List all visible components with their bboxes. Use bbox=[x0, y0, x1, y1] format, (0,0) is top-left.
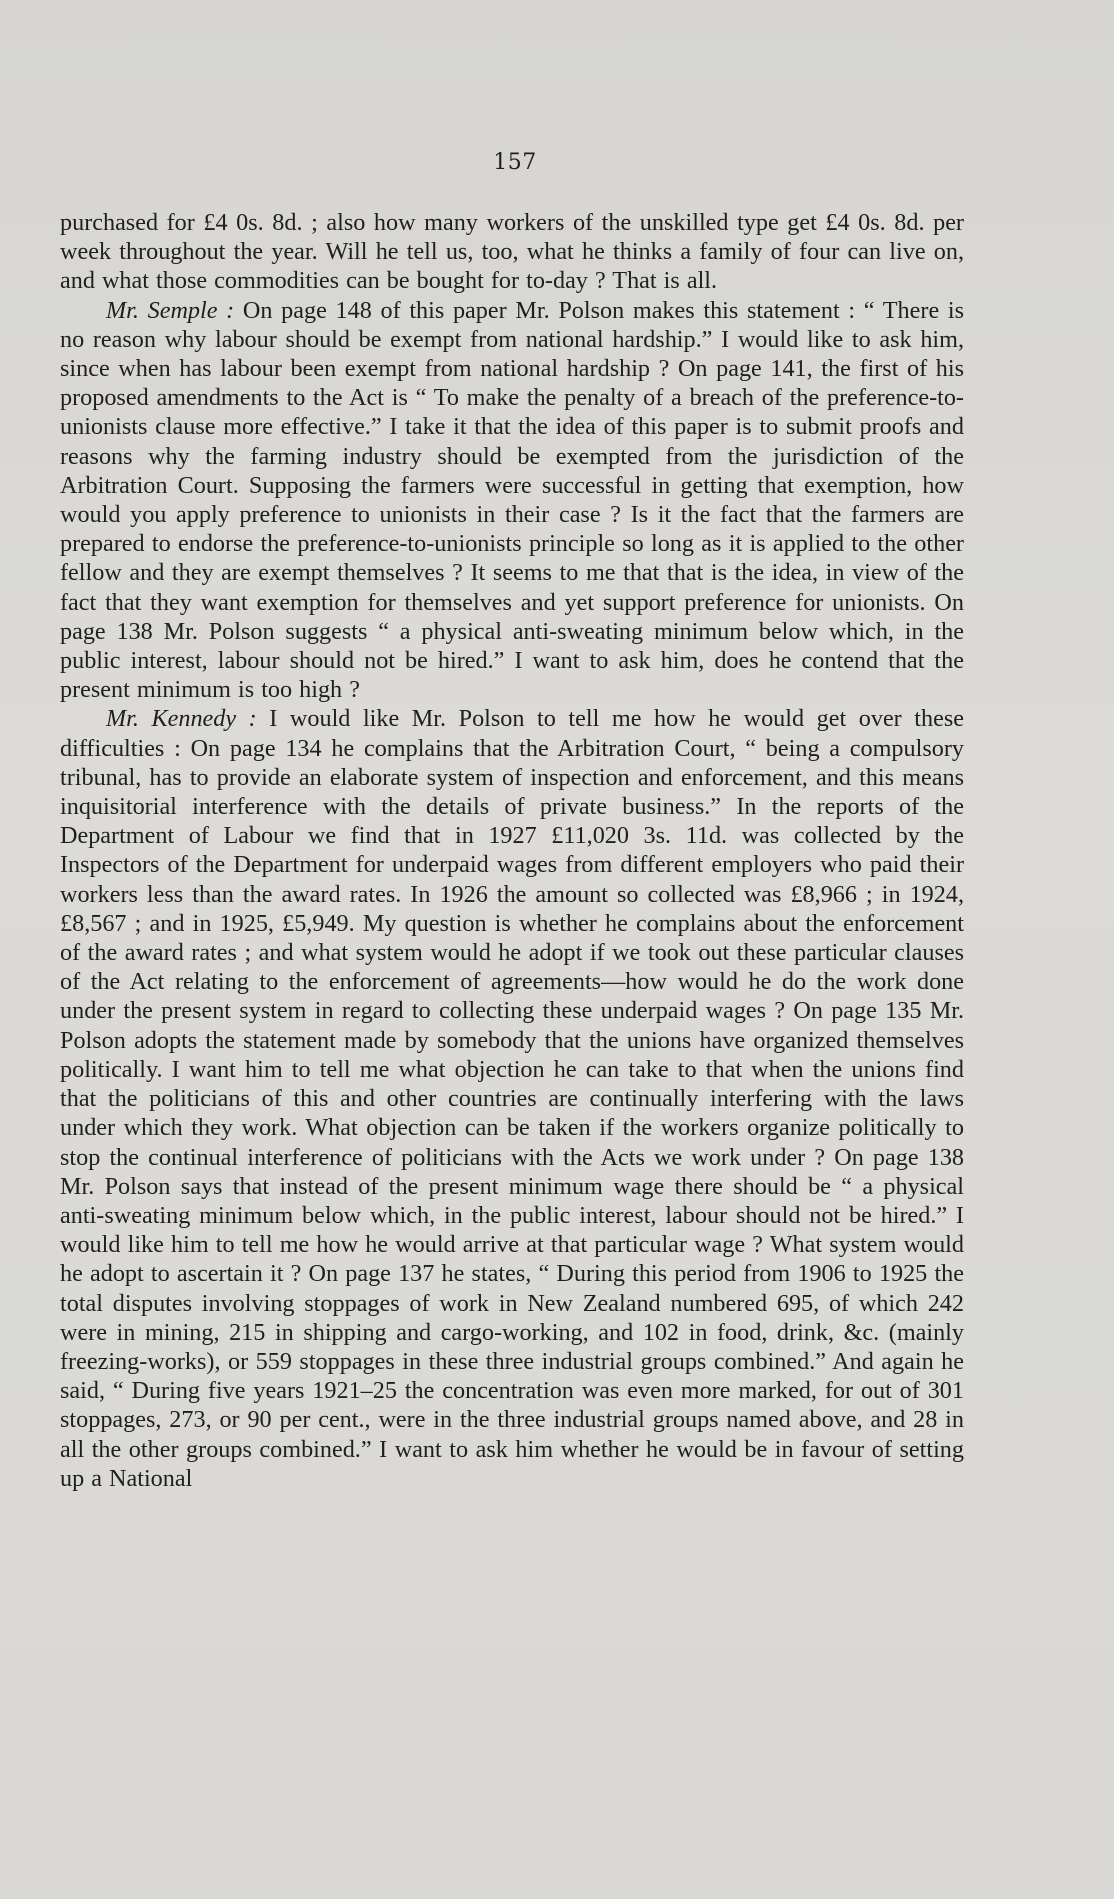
speaker-label: Mr. Semple : bbox=[106, 296, 235, 324]
paragraph-text: I would like Mr. Polson to tell me how he would get over these difficulties : On page 134 he complains that the Arbitration Court, “ being a compulsory tribunal, has to provide an elaborate system of inspection and enforcement, and this means inquisitorial interference with the details of private business.” In the reports of the Department of Labour we find that in 1927 £11,020 3s. 11d. was collected by the Inspectors of the Department for underpaid wages from different employers who paid their workers less than the award rates. In 1926 the amount so collected was £8,966 ; in 1924, £8,567 ; and in 1925, £5,949. My question is whether he complains about the enforcement of the award rates ; and what system would he adopt if we took out these particular clauses of the Act relating to the enforcement of agreements—how would he do the work done under the present system in regard to collecting these underpaid wages ? On page 135 Mr. Polson adopts the statement made by somebody that the unions have organized themselves politically. I want him to tell me what objection he can take to that when the unions find that the politicians of this and other countries are continually interfering with the laws under which they work. What objection can be taken if the workers organize politically to stop the continual interference of politicians with the Acts we work under ? On page 138 Mr. Polson says that instead of the present minimum wage there should be “ a physical anti-sweating minimum below which, in the public interest, labour should not be hired.” I would like him to tell me how he would arrive at that particular wage ? What system would he adopt to ascertain it ? On page 137 he states, “ During this period from 1906 to 1925 the total disputes involving stoppages of work in New Zealand numbered 695, of which 242 were in mining, 215 in shipping and cargo-working, and 102 in food, drink, &c. (mainly freezing-works), or 559 stoppages in these three industrial groups combined.” And again he said, “ During five years 1921–25 the concentration was even more marked, for out of 301 stoppages, 273, or 90 per cent., were in the three industrial groups named above, and 28 in all the other groups combined.” I want to ask him whether he would be in favour of setting up a National bbox=[60, 705, 964, 1492]
paragraph-kennedy bbox=[60, 704, 964, 1492]
page-number: 157 bbox=[493, 150, 537, 175]
text-body bbox=[60, 208, 964, 1493]
paragraph-semple bbox=[60, 296, 964, 705]
paragraph-text: purchased for £4 0s. 8d. ; also how many workers of the unskilled type get £4 0s. 8d. per week throughout the year. Will he tell us, too, what he thinks a family of four can live on, and what those commodities can be bought for to-day ? That is all. bbox=[60, 209, 964, 295]
paragraph-continuation bbox=[60, 208, 964, 296]
speaker-label: Mr. Kennedy : bbox=[106, 705, 257, 733]
paragraph-text: On page 148 of this paper Mr. Polson makes this statement : “ There is no reason why labour should be exempt from national hardship.” I would like to ask him, since when has labour been exempt from national hardship ? On page 141, the first of his proposed amendments to the Act is “ To make the penalty of a breach of the preference-to-unionists clause more effective.” I take it that the idea of this paper is to submit proofs and reasons why the farming industry should be exempted from the jurisdiction of the Arbitration Court. Supposing the farmers were successful in getting that exemption, how would you apply preference to unionists in their case ? Is it the fact that the farmers are prepared to endorse the preference-to-unionists principle so long as it is applied to the other fellow and they are exempt themselves ? It seems to me that that is the idea, in view of the fact that they want exemption for themselves and yet support preference for unionists. On page 138 Mr. Polson suggests “ a physical anti-sweating minimum below which, in the public interest, labour should not be hired.” I want to ask him, does he contend that the present minimum is too high ? bbox=[60, 296, 965, 704]
